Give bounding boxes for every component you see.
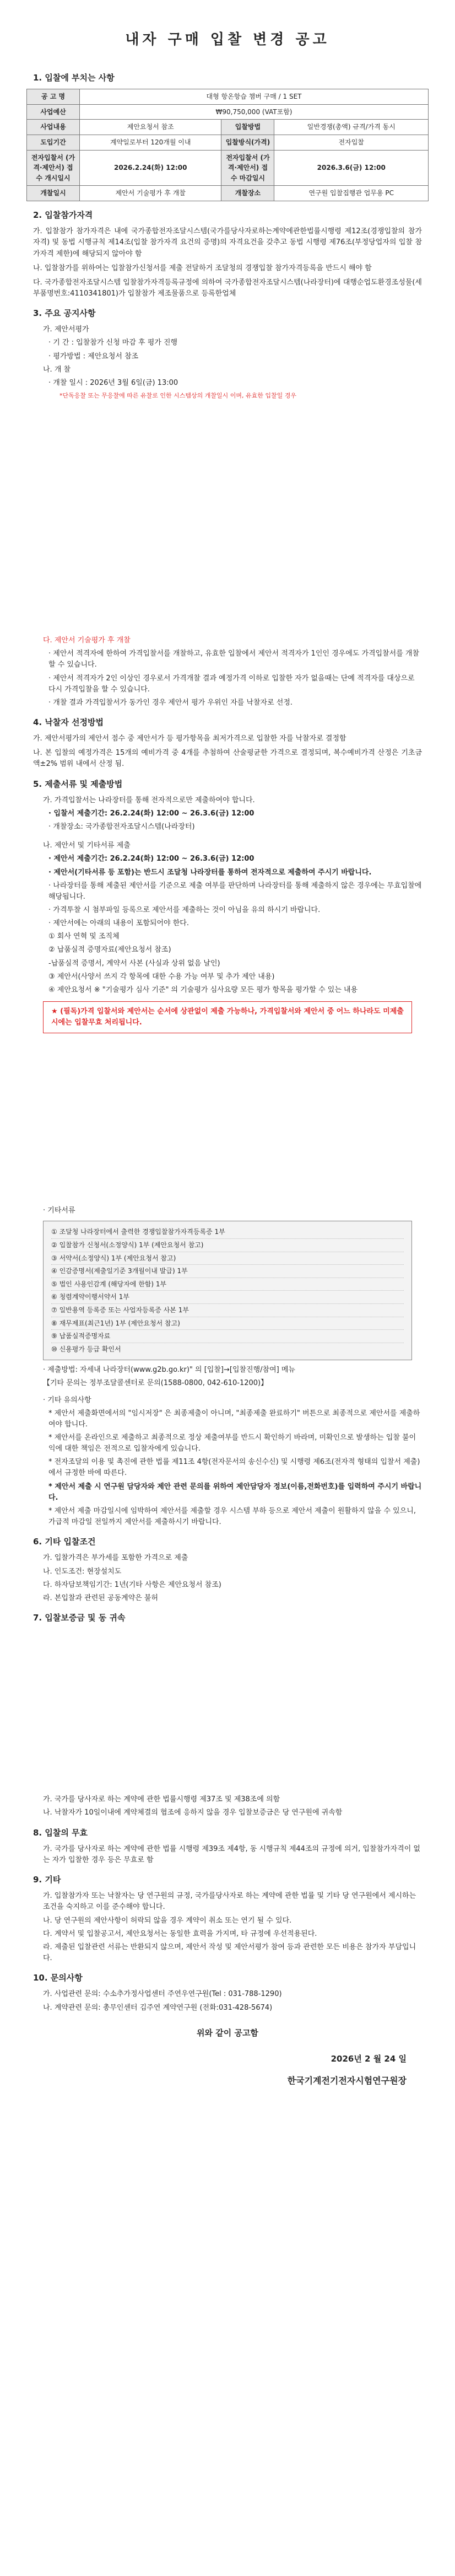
list-item: ⑥ 청렴계약이행서약서 1부 <box>51 1291 404 1304</box>
summary-table <box>26 89 429 201</box>
list-item: ① 조달청 나라장터에서 출력한 경쟁입찰참가자격등록증 1부 <box>51 1226 404 1239</box>
notice-box: ★ (필독)가격 입찰서와 제안서는 순서에 상관없이 제출 가능하나, 가격입찰서와 제안서 중 어느 하나라도 미제출시에는 입찰무효 처리됩니다. <box>43 1001 412 1033</box>
table-header-cell: 입찰방식(가격) <box>221 135 274 151</box>
sub-heading: 다. 제안서 기술평가 후 개찰 <box>43 636 131 645</box>
sub-heading: 가. 제안서평가 <box>43 325 89 334</box>
section-5-heading: 5. 제출서류 및 제출방법 <box>33 779 123 789</box>
list-item: ① 회사 연혁 및 조직체 <box>48 932 120 941</box>
list-item: 가. 입찰참가자 또는 낙찰자는 당 연구원의 규정, 국가를당사자로 하는 계약에 관한 법률 및 기타 당 연구원에서 제시하는 조건을 숙지하고 이를 준수해야 합니다. <box>43 1892 416 1912</box>
list-item: ⑨ 납품실적증명자료 <box>51 1330 404 1343</box>
list-item: ⑤ 법인 사용인감계 (해당자에 한함) 1부 <box>51 1278 404 1291</box>
paragraph: 가. 제안서평가의 제안서 점수 중 제안서가 등 평가항목을 최저가격으로 입찰한 자를 낙찰자로 결정함 <box>33 734 346 743</box>
list-item: ④ 인감증명서(제출일기준 3개월이내 발급) 1부 <box>51 1265 404 1278</box>
list-item: * 제안서 제출 마감일시에 임박하여 제안서를 제출할 경우 시스템 부하 등으로 제안서 제출이 원활하지 않을 수 있으니, 가급적 마감일 전일까지 제안서를 제출하시기 바랍니다. <box>48 1506 416 1527</box>
list-item: ② 납품실적 증명자료(제안요청서 참조) <box>48 946 171 954</box>
table-header-cell: 공 고 명 <box>27 89 80 105</box>
table-cell: 전자입찰 <box>274 135 429 151</box>
section-1-heading: 1. 입찰에 부치는 사항 <box>33 73 115 83</box>
table-cell: ₩90,750,000 (VAT포함) <box>80 104 429 120</box>
table-cell: 계약일로부터 120개월 이내 <box>80 135 221 151</box>
document-list-box <box>43 1221 412 1360</box>
list-item: ③ 서약서(소정양식) 1부 (제안요청서 참고) <box>51 1252 404 1265</box>
table-header-cell: 전자입찰서 (가격·제안서) 접수 개시일시 <box>27 150 80 186</box>
section-7-heading: 7. 입찰보증금 및 동 귀속 <box>33 1612 126 1623</box>
table-cell: 대형 항온항습 챔버 구매 / 1 SET <box>80 89 429 105</box>
list-item: · 가격투찰 시 첨부파일 등록으로 제안서를 제출하는 것이 아님을 유의 하시기 바랍니다. <box>48 905 321 914</box>
list-item: * 제안서 제출 시 연구원 담당자와 제안 관련 문의를 위하여 제안담당자 정보(이름,전화번호)를 입력하여 주시기 바랍니다. <box>48 1482 422 1502</box>
red-note: *단독응찰 또는 무응찰에 따른 유찰로 인한 시스템상의 개찰일시 이며, 유효한 입찰일 경우 <box>59 392 296 400</box>
list-item: ④ 제안요청서 ※ "기술평가 심사 기준" 의 기술평가 심사요량 모든 평가 항목을 평가할 수 있는 내용 <box>48 985 358 994</box>
table-header-cell: 사업내용 <box>27 120 80 135</box>
table-cell: 연구원 입찰집행관 업무용 PC <box>274 186 429 201</box>
list-item: · 나라장터를 통해 제출된 제안서를 기준으로 제출 여부를 판단하며 나라장터를 통해 제출하지 않은 경우에는 무효입찰에 해당됩니다. <box>48 881 422 901</box>
section-9-heading: 9. 기타 <box>33 1875 61 1885</box>
list-item: 가. 입찰가격은 부가세를 포함한 가격으로 제출 <box>43 1554 188 1563</box>
table-row <box>27 89 429 105</box>
list-item: ⑩ 신용평가 등급 확인서 <box>51 1345 121 1353</box>
section-3-heading: 3. 주요 공지사항 <box>33 308 96 319</box>
list-item: · 평가방법 : 제안요청서 참조 <box>48 352 139 361</box>
list-item: · 입찰서 제출기간: 26.2.24(화) 12:00 ~ 26.3.6(금) 12:00 <box>48 809 254 818</box>
list-item: · 기 간 : 입찰참가 신청 마감 후 평가 진행 <box>48 339 178 347</box>
table-header-cell: 도입기간 <box>27 135 80 151</box>
list-item: 가. 국가를 당사자로 하는 계약에 관한 법률시행령 제37조 및 제38조에 의함 <box>43 1795 280 1804</box>
list-item: · 제안서(기타서류 등 포함)는 반드시 조달청 나라장터를 통하여 전자적으로 제출하여 주시기 바랍니다. <box>48 868 372 877</box>
spacer <box>26 835 429 840</box>
list-item: ⑧ 재무제표(최근1년) 1부 (제안요청서 참고) <box>51 1317 404 1330</box>
sub-heading: · 기타 유의사항 <box>43 1396 91 1404</box>
list-item: * 제안서를 온라인으로 제출하고 최종적으로 정상 제출여부를 반드시 확인하기 바라며, 미확인으로 발생하는 입찰 불이익에 대한 책임은 전적으로 입찰자에게 있습니다. <box>48 1434 416 1453</box>
list-item: · 개찰장소: 국가종합전자조달시스템(나라장터) <box>48 823 195 831</box>
list-item: · 개찰 결과 가격입찰서가 동가인 경우 제안서 평가 우위인 자를 낙찰자로 선정. <box>48 698 293 707</box>
list-item: ③ 제안서(사양서 쓰지 각 항목에 대한 수용 가능 여부 및 추가 제안 내용) <box>48 972 275 981</box>
paragraph: 【기타 문의는 정부조달콜센터로 문의(1588-0800, 042-610-1200)】 <box>43 1379 268 1388</box>
section-10-heading: 10. 문의사항 <box>33 1973 83 1983</box>
section-8-heading: 8. 입찰의 무효 <box>33 1827 88 1838</box>
list-item: 라. 본입찰과 관련된 공동계약은 불허 <box>43 1593 159 1602</box>
list-item: · 제안서 적격자에 한하여 가격입찰서를 개찰하고, 유효한 입찰에서 제안서 적격자가 1인인 경우에도 가격입찰서를 개찰 할 수 있습니다. <box>48 650 420 669</box>
list-item: · 제안서에는 아래의 내용이 포함되어야 한다. <box>48 919 189 928</box>
blank-space <box>26 1629 429 1794</box>
list-item: 다. 계약서 및 입찰공고서, 제안요청서는 동일한 효력을 가지며, 타 규정에 우선적용된다. <box>43 1929 317 1938</box>
paragraph: 가. 입찰참가 참가자격은 내에 국가종합전자조달시스템(국가를당사자로하는계약에관한법률시행령 제12조(경쟁입찰의 참가자격) 및 동법 시행규칙 제14조(입찰 참가자격 요건의 증명)의 자격요건을 갖추고 동법 시행령 제76조(부정당업자의 입찰 참가자격 제한)에 해당되지 않아야 함 <box>33 227 422 258</box>
list-item: 나. 낙찰자가 10일이내에 계약체결의 협조에 응하지 않을 경우 입찰보증금은 당 연구원에 귀속함 <box>43 1808 343 1817</box>
sub-heading: 나. 개 찰 <box>43 365 71 374</box>
list-item: ⑦ 일반용역 등록증 또는 사업자등록증 사본 1부 <box>51 1304 404 1317</box>
list-item: 라. 제출된 입찰관련 서류는 반환되지 않으며, 제안서 작성 및 제안서평가 참여 등과 관련한 모든 비용은 참가자 부담입니다. <box>43 1942 416 1962</box>
paragraph: 다. 국가종합전자조달시스템 입찰참가자격등록규정에 의하여 국가종합전자조달시스템(나라장터)에 대행순업도환경조성물(세부품명번호:4110341801)가 입찰참가 제조물품으로 등록한업체 <box>33 278 422 298</box>
sub-heading: 나. 제안서 및 기타서류 제출 <box>43 841 131 850</box>
notice-date: 2026년 2 월 24 일 <box>331 2053 407 2064</box>
table-header-cell: 사업예산 <box>27 104 80 120</box>
table-cell: 2026.3.6(금) 12:00 <box>274 150 429 186</box>
list-item: · 제안서 적격자가 2인 이상인 경우로서 가격개찰 결과 예정가격 이하로 입찰한 자가 없을때는 단예 적격자를 대상으로 다시 가격입찰을 할 수 있습니다. <box>48 674 415 694</box>
blank-space <box>26 1040 429 1205</box>
table-cell: 제안서 기술평가 후 개찰 <box>80 186 221 201</box>
organization-name: 한국기계전기전자시험연구원장 <box>287 2075 407 2086</box>
paragraph: 나. 본 입찰의 예정가격은 15개의 예비가격 중 4개를 추첨하여 산술평균한 가격으로 결정되며, 복수예비가격 산정은 기초금액±2% 범위 내에서 산정 됨. <box>33 749 422 769</box>
sub-heading: · 기타서류 <box>43 1206 75 1215</box>
list-item: -납품실적 증명서, 계약서 사본 (사실과 상위 없음 날인) <box>48 959 220 968</box>
table-cell: 2026.2.24(화) 12:00 <box>80 150 221 186</box>
table-cell: 제안요청서 참조 <box>80 120 221 135</box>
list-item: 가. 국가를 당사자로 하는 계약에 관한 법률 시행령 제39조 제4항, 동 시행규칙 제44조의 규정에 의거, 입찰참가자격이 없는 자가 입찰한 경우 등은 무효로 함 <box>43 1844 420 1864</box>
list-item: 가. 사업관련 문의: 수소추가정사업센터 주연우연구원(Tel : 031-788-1290) <box>43 1990 282 1999</box>
paragraph: · 제출방법: 자세내 나라장터(www.g2b.go.kr)" 의 [입찰]→[입찰진행/참여] 메뉴 <box>43 1366 295 1375</box>
section-2-heading: 2. 입찰참가자격 <box>33 210 93 220</box>
section-4-heading: 4. 낙찰자 선정방법 <box>33 717 104 727</box>
list-item: · 개찰 일시 : 2026년 3월 6일(금) 13:00 <box>48 378 178 387</box>
table-row <box>27 186 429 201</box>
table-row <box>27 135 429 151</box>
list-item: * 제안서 제출화면에서의 "임시저장" 은 최종제출이 아니며, "최종제출 완료하기" 버튼으로 최종적으로 제안서를 제출하여야 합니다. <box>48 1409 420 1429</box>
list-item: ② 입찰참가 신청서(소정양식) 1부 (제안요청서 참고) <box>51 1239 404 1252</box>
list-item: * 전자조달의 이용 및 촉진에 관한 법률 제11조 4항(전자문서의 송신수신) 및 시행령 제6조(전자적 형태의 입찰서 제출) 에서 규정한 바에 따른다. <box>48 1458 420 1478</box>
sub-heading: 가. 가격입찰서는 나라장터를 통해 전자적으로만 제출하여야 합니다. <box>43 796 255 804</box>
table-header-cell: 전자입찰서 (가격·제안서) 접수 마감일시 <box>221 150 274 186</box>
table-row <box>27 150 429 186</box>
table-cell: 일반경쟁(총액) 규격/가격 동시 <box>274 120 429 135</box>
table-header-cell: 개찰장소 <box>221 186 274 201</box>
page-title: 내자 구매 입찰 변경 공고 <box>125 31 330 48</box>
table-header-cell: 입찰방법 <box>221 120 274 135</box>
list-item: 다. 하자담보책임기간: 1년(기타 사항은 제안요청서 참조) <box>43 1580 221 1589</box>
paragraph: 나. 입찰참가를 위하여는 입찰참가신청서를 제출 전달하거 조달청의 경쟁입찰 참가자격등록을 반드시 해야 함 <box>33 264 372 272</box>
table-row <box>27 104 429 120</box>
list-item: 나. 계약관련 문의: 총무인센터 김주연 계약연구원 (전화:031-428-5674) <box>43 2003 273 2012</box>
section-6-heading: 6. 기타 입찰조건 <box>33 1537 96 1547</box>
list-item: · 제안서 제출기간: 26.2.24(화) 12:00 ~ 26.3.6(금) 12:00 <box>48 855 254 863</box>
blank-space <box>26 404 429 635</box>
table-header-cell: 개찰일시 <box>27 186 80 201</box>
closing-statement: 위와 같이 공고함 <box>197 2027 258 2038</box>
table-row <box>27 120 429 135</box>
list-item: 나. 인도조건: 현장설치도 <box>43 1567 122 1576</box>
list-item: 나. 당 연구원의 제안사항이 허락되 않을 경우 계약이 취소 또는 연기 될 수 있다. <box>43 1916 292 1925</box>
